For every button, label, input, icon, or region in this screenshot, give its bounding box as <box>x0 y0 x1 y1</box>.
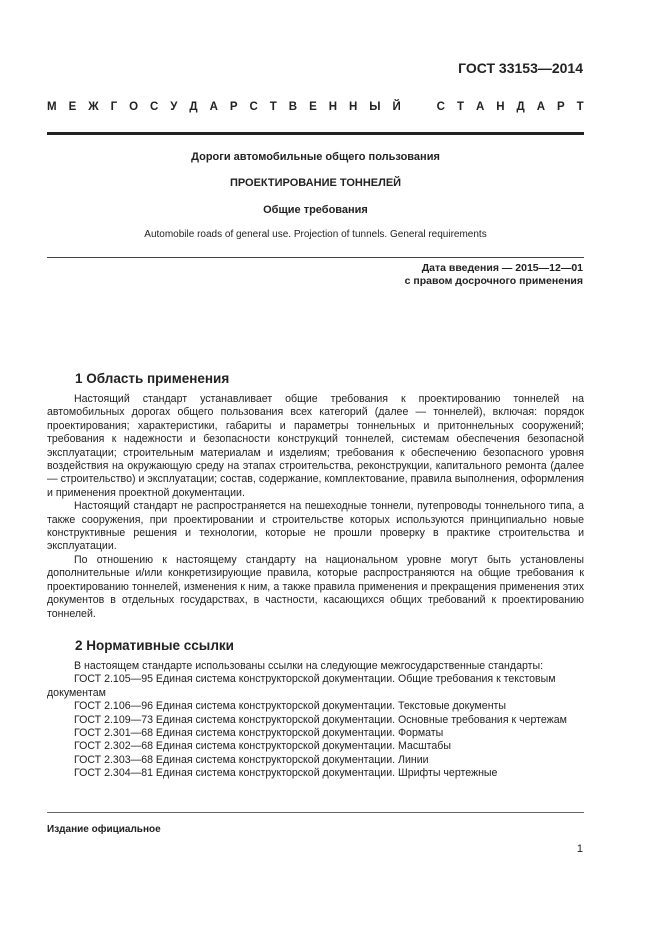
heading-letter: С <box>436 101 445 113</box>
title-line1: Дороги автомобильные общего пользования <box>191 151 440 163</box>
heading-letter: Е <box>309 101 317 113</box>
heading-letter: Р <box>556 101 565 113</box>
heading-letter: В <box>288 101 298 113</box>
section1-heading: 1 Область применения <box>75 371 230 386</box>
official-edition: Издание официальное <box>47 824 161 835</box>
paragraph: Настоящий стандарт устанавливает общие требования к проектированию тоннелей на автомобильных дорогах общего пользования всех категорий (далее — тоннелей), включая: порядок проектирования; характеристики, габариты и параметры тоннельных и притоннельных сооружений; требования к надежности и безопасности конструкций тоннелей, системам обеспечения безопасной эксплуатации; строительным материалам и изделиям; требования к обеспечению безопасного уровня воздействия на окружающую среду на этапах строительства, реконструкции, капитального ремонта (далее — строительство) и эксплуатации; состав, содержание, комплектование, правила выполнения, оформления и применения проектной документации. <box>47 393 584 499</box>
heading-letter: Д <box>516 101 525 113</box>
heading-letter: Ы <box>369 101 381 113</box>
section2-body <box>47 660 584 781</box>
heading-letter: Н <box>348 101 358 113</box>
paragraph: Настоящий стандарт не распространяется на пешеходные тоннели, путепроводы тоннельного типа, а также сооружения, при проектировании и строительстве которых используются принципиально новые конструктивные решения и технологии, которые не прошли проверку в практике строительства и эксплуатации. <box>47 500 584 553</box>
heading-letter: С <box>150 101 159 113</box>
interstate-standard-heading <box>47 101 584 113</box>
heading-letter: У <box>170 101 178 113</box>
footer-divider <box>47 812 584 813</box>
date-intro: Дата введения — 2015—12—01 <box>421 262 583 274</box>
introduction-date <box>405 262 583 288</box>
reference-item: ГОСТ 2.303—68 Единая система конструкторской документации. Линии <box>74 753 429 766</box>
section2-heading: 2 Нормативные ссылки <box>75 638 234 653</box>
heading-letter: Т <box>269 101 277 113</box>
header-divider <box>47 132 584 135</box>
gost-number: ГОСТ 33153—2014 <box>458 60 583 76</box>
heading-letter: Р <box>229 101 238 113</box>
reference-item: ГОСТ 2.109—73 Единая система конструкторской документации. Основные требования к чертежам <box>74 713 567 726</box>
section1-body <box>47 393 584 621</box>
heading-letter: М <box>47 101 57 113</box>
heading-letter: О <box>129 101 139 113</box>
heading-letter: А <box>536 101 545 113</box>
reference-item: ГОСТ 2.106—96 Единая система конструкторской документации. Текстовые документы <box>74 700 507 713</box>
reference-item: ГОСТ 2.105—95 Единая система конструкторской документации. Общие требования к текстовым документам <box>47 673 556 699</box>
title-divider <box>47 257 584 258</box>
heading-letter: Н <box>328 101 338 113</box>
page-number: 1 <box>576 843 583 855</box>
english-title: Automobile roads of general use. Projection of tunnels. General requirements <box>144 229 487 240</box>
heading-letter: А <box>209 101 218 113</box>
heading-letter: Д <box>189 101 198 113</box>
references-intro: В настоящем стандарте использованы ссылки на следующие межгосударственные стандарты: <box>74 660 544 672</box>
title-line3: Общие требования <box>263 204 368 216</box>
date-early: с правом досрочного применения <box>404 275 583 287</box>
heading-letter: А <box>475 101 485 113</box>
heading-letter: Г <box>110 101 118 113</box>
heading-letter: Й <box>392 101 401 113</box>
heading-letter: Т <box>456 101 464 113</box>
paragraph: По отношению к настоящему стандарту на национальном уровне могут быть установлены дополнительные и/или конкретизирующие правила, которые распространяются на общие требования к проектированию тоннелей, изменения к ним, а также правила применения и прекращения применения этих документов в отдельных государствах, в частности, касающихся общих требований к проектированию тоннелей. <box>47 553 584 620</box>
title-line2: ПРОЕКТИРОВАНИЕ ТОННЕЛЕЙ <box>229 177 402 189</box>
heading-letter: Н <box>496 101 505 113</box>
heading-letter: Т <box>576 101 584 113</box>
reference-item: ГОСТ 2.304—81 Единая система конструкторской документации. Шрифты чертежные <box>74 767 498 780</box>
heading-letter: Ж <box>88 101 99 113</box>
heading-letter: С <box>249 101 258 113</box>
reference-item: ГОСТ 2.301—68 Единая система конструкторской документации. Форматы <box>74 727 444 740</box>
reference-item: ГОСТ 2.302—68 Единая система конструкторской документации. Масштабы <box>74 740 451 753</box>
heading-letter: Е <box>68 101 77 113</box>
